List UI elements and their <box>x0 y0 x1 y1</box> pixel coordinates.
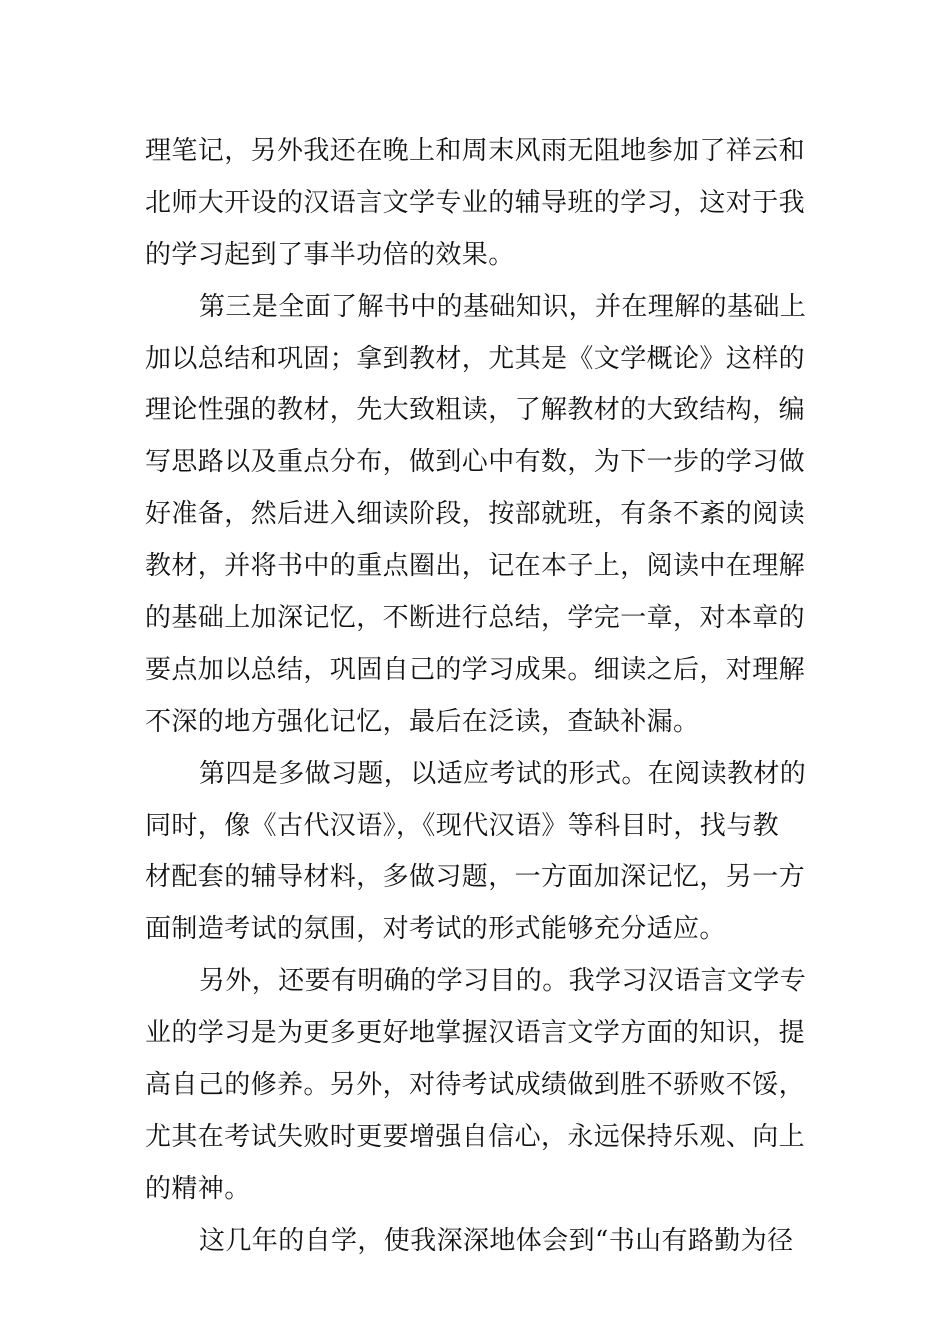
paragraph-first-line: 另外，还要有明确的学习目的。我学习汉语言文学专 <box>199 966 807 997</box>
text-line: 写思路以及重点分布，做到心中有数，为下一步的学习做 <box>145 447 806 478</box>
text-line: 的基础上加深记忆，不断进行总结，学完一章，对本章的 <box>145 603 806 634</box>
text-line: 的学习起到了事半功倍的效果。 <box>145 239 515 270</box>
text-line: 业的学习是为更多更好地掌握汉语言文学方面的知识，提 <box>145 1018 806 1049</box>
text-line: 理笔记，另外我还在晚上和周末风雨无阻地参加了祥云和 <box>145 136 806 166</box>
text-line: 不深的地方强化记忆，最后在泛读，查缺补漏。 <box>145 706 700 737</box>
text-line: 尤其在考试失败时更要增强自信心，永远保持乐观、向上 <box>145 1121 806 1152</box>
text-line: 面制造考试的氛围，对考试的形式能够充分适应。 <box>145 914 726 945</box>
text-line: 加以总结和巩固；拿到教材，尤其是《文学概论》这样的 <box>145 343 806 374</box>
text-line: 的精神。 <box>145 1173 251 1204</box>
text-line: 好准备，然后进入细读阶段，按部就班，有条不紊的阅读 <box>145 499 806 530</box>
text-line: 北师大开设的汉语言文学专业的辅导班的学习，这对于我 <box>145 187 806 218</box>
text-line: 教材，并将书中的重点圈出，记在本子上，阅读中在理解 <box>145 551 806 582</box>
paragraph-first-line: 这几年的自学，使我深深地体会到“书山有路勤为径 <box>199 1225 794 1256</box>
text-line: 同时，像《古代汉语》，《现代汉语》等科目时，找与教 <box>145 810 780 841</box>
document-body <box>145 126 815 1268</box>
text-line: 理论性强的教材，先大致粗读，了解教材的大致结构，编 <box>145 395 806 426</box>
text-line: 高自己的修养。另外，对待考试成绩做到胜不骄败不馁， <box>145 1070 806 1101</box>
text-line: 要点加以总结，巩固自己的学习成果。细读之后，对理解 <box>145 654 806 685</box>
text-line: 材配套的辅导材料，多做习题，一方面加深记忆，另一方 <box>145 862 806 893</box>
paragraph-first-line: 第四是多做习题，以适应考试的形式。在阅读教材的 <box>199 758 807 789</box>
paragraph-first-line: 第三是全面了解书中的基础知识，并在理解的基础上 <box>199 291 807 322</box>
